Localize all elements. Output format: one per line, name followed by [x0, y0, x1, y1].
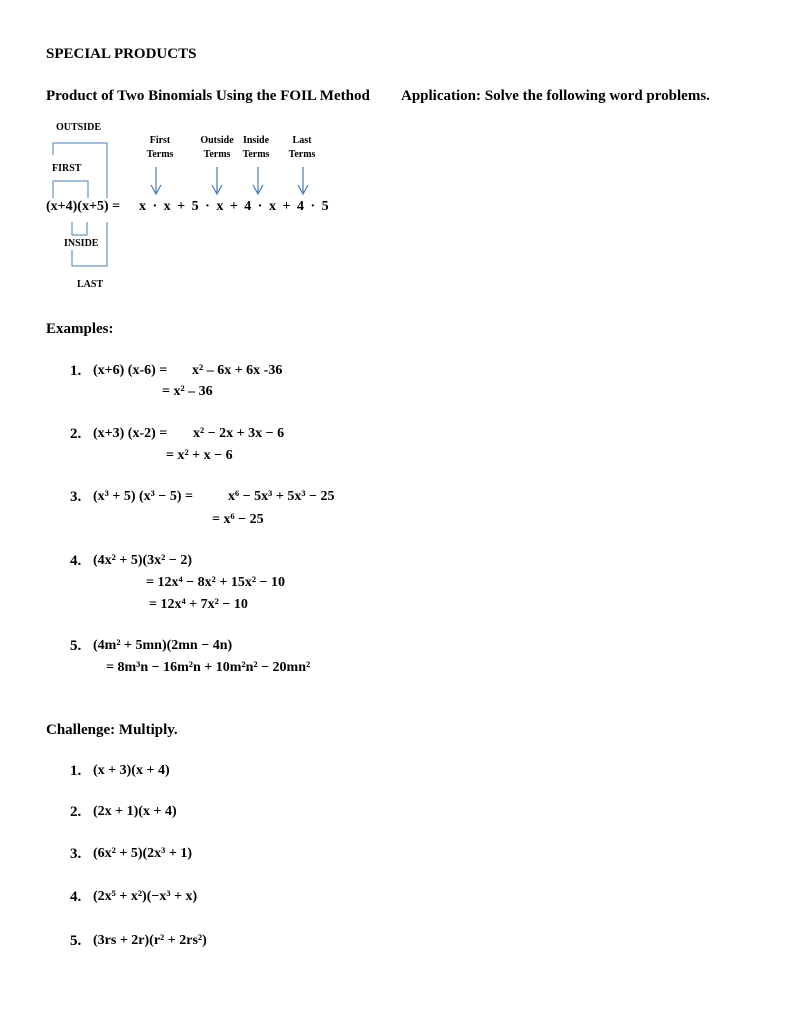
foil-brackets-and-arrows — [0, 0, 360, 300]
arrow-inside — [253, 167, 263, 194]
challenge-problem: (2x + 1)(x + 4) — [93, 804, 177, 819]
example-number: 1. — [70, 363, 82, 379]
example-problem: (4x² + 5)(3x² − 2) — [93, 553, 192, 568]
header-first-line2: Terms — [146, 149, 174, 160]
examples-heading: Examples: — [46, 321, 114, 337]
foil-heading: Product of Two Binomials Using the FOIL Method — [46, 88, 370, 104]
page-title: SPECIAL PRODUCTS — [46, 46, 197, 62]
example-line2: = 12x⁴ + 7x² − 10 — [149, 597, 248, 612]
header-inside-line1: Inside — [242, 135, 270, 146]
challenge-problem: (2x⁵ + x²)(−x³ + x) — [93, 889, 198, 904]
first-bracket — [53, 181, 88, 198]
application-heading: Application: Solve the following word problems. — [401, 88, 710, 104]
example-problem: (x+6) (x-6) = — [93, 363, 168, 378]
arrow-last — [298, 167, 308, 194]
challenge-problem: (3rs + 2r)(r² + 2rs²) — [93, 933, 207, 948]
example-line1: = 12x⁴ − 8x² + 15x² − 10 — [146, 575, 286, 590]
challenge-problem: (x + 3)(x + 4) — [93, 763, 170, 778]
example-line2: = x⁶ − 25 — [212, 512, 264, 527]
header-inside-line2: Terms — [242, 149, 270, 160]
example-problem: (4m² + 5mn)(2mn − 4n) — [93, 638, 233, 653]
example-line1: x⁶ − 5x³ + 5x³ − 25 — [228, 489, 335, 504]
first-label: FIRST — [52, 163, 82, 174]
challenge-number: 5. — [70, 933, 82, 949]
header-first-line1: First — [149, 135, 171, 146]
last-bracket — [72, 222, 107, 266]
example-number: 2. — [70, 426, 82, 442]
example-problem: (x+3) (x-2) = — [93, 426, 168, 441]
challenge-number: 2. — [70, 804, 82, 820]
arrow-first — [151, 167, 161, 194]
arrow-outside — [212, 167, 222, 194]
challenge-number: 4. — [70, 889, 82, 905]
example-number: 5. — [70, 638, 82, 654]
header-outside-line1: Outside — [200, 135, 234, 146]
challenge-number: 3. — [70, 846, 82, 862]
example-line1: x² – 6x + 6x -36 — [192, 363, 283, 378]
header-outside-line2: Terms — [203, 149, 231, 160]
example-line2: = x² + x − 6 — [166, 448, 233, 463]
example-number: 4. — [70, 553, 82, 569]
example-problem: (x³ + 5) (x³ − 5) = — [93, 489, 193, 504]
outside-label: OUTSIDE — [56, 122, 102, 133]
foil-equation-right: x · x + 5 · x + 4 · x + 4 · 5 — [139, 199, 329, 214]
example-line1: = 8m³n − 16m²n + 10m²n² − 20mn² — [106, 660, 311, 675]
challenge-heading: Challenge: Multiply. — [46, 722, 178, 738]
outside-bracket — [53, 143, 107, 198]
header-last-line2: Terms — [288, 149, 316, 160]
challenge-number: 1. — [70, 763, 82, 779]
example-number: 3. — [70, 489, 82, 505]
example-line1: x² − 2x + 3x − 6 — [193, 426, 285, 441]
inside-bracket — [72, 222, 87, 235]
header-last-line1: Last — [292, 135, 312, 146]
last-label: LAST — [77, 279, 104, 290]
challenge-problem: (6x² + 5)(2x³ + 1) — [93, 846, 192, 861]
example-line2: = x² – 36 — [162, 384, 213, 399]
inside-label: INSIDE — [64, 238, 99, 249]
foil-equation-left: (x+4)(x+5) = — [46, 199, 121, 214]
